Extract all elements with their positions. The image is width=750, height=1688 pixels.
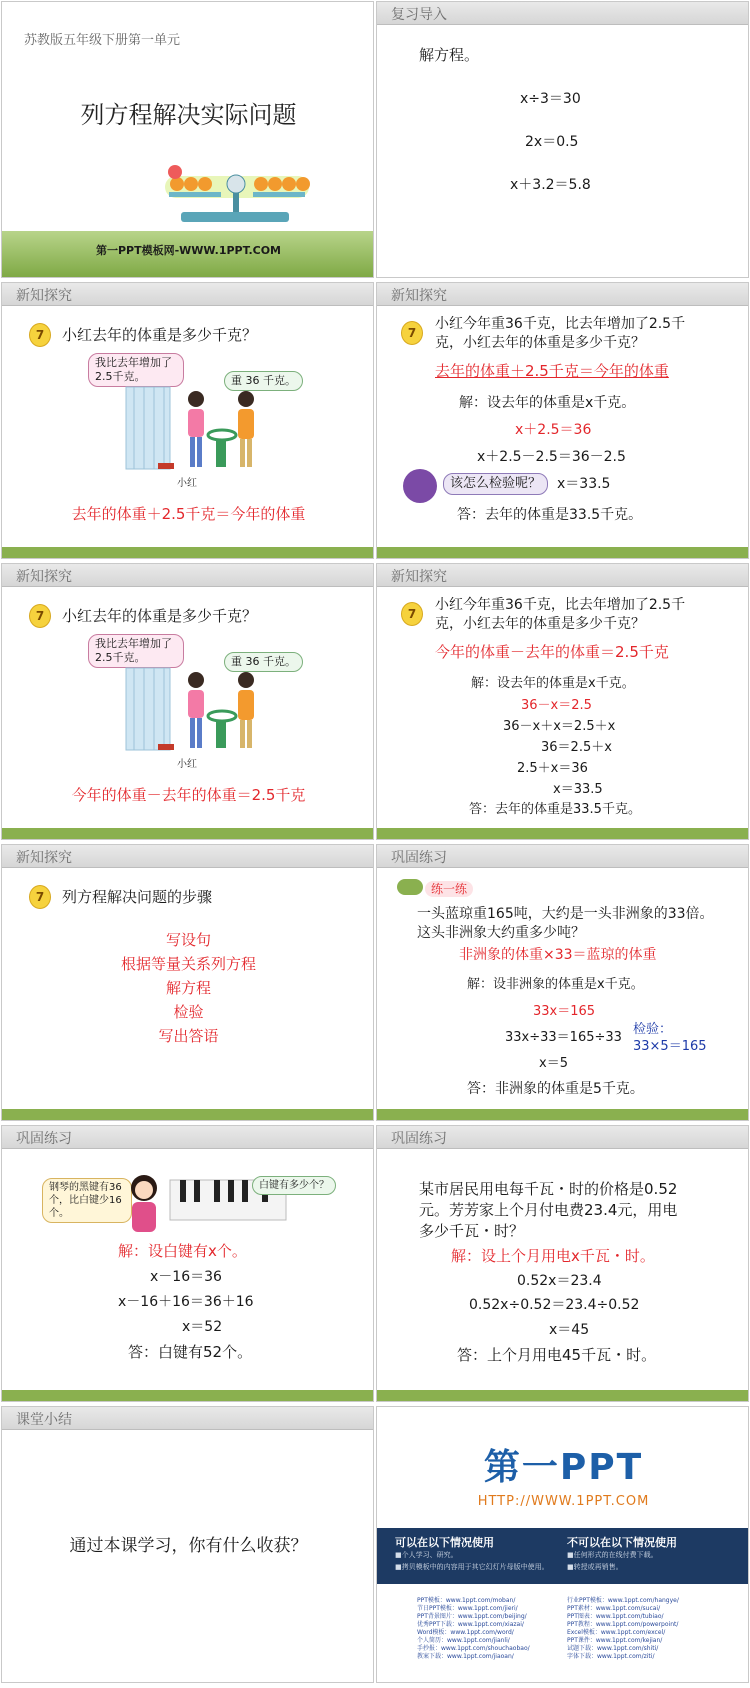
step-1: 写设句 [165,931,211,949]
link-item[interactable]: PPT教程：www.1ppt.com/powerpoint/ [567,1621,679,1628]
slide-footer [377,1109,748,1120]
link-item[interactable]: PPT素材：www.1ppt.com/sucai/ [567,1605,661,1612]
solution-value: x＝52 [182,1319,223,1335]
solution-value: x＝45 [549,1322,590,1338]
slide-steps[interactable] [1,844,374,1121]
answer-text: 答：去年的体重是33.5千克。 [469,802,641,817]
practice-tag: 练一练 [425,881,473,897]
answer-text: 答：上个月用电45千瓦・时。 [457,1346,657,1364]
header-label: 新知探究 [16,288,72,304]
equation: 33x＝165 [533,1004,596,1019]
link-item[interactable]: PPT模板：www.1ppt.com/moban/ [417,1597,516,1604]
cannot-use-title: 不可以在以下情况使用 [567,1536,677,1549]
brand-url[interactable]: HTTP://WWW.1PPT.COM [477,1494,650,1509]
chick-number-icon: 7 [29,323,51,347]
header-label: 新知探究 [391,288,447,304]
equation: x－16＝36 [150,1269,222,1285]
question-line-1: 小红今年重36千克，比去年增加了2.5千 [435,316,686,332]
lesson-title: 列方程解决实际问题 [80,101,297,129]
slide-footer [2,1390,373,1401]
solve-step-3: 2.5＋x＝36 [517,761,588,776]
slide-title[interactable] [1,1,374,278]
solve-step: 33x÷33＝165÷33 [505,1030,622,1045]
header-label: 新知探究 [16,569,72,585]
piano-fact-bubble: 钢琴的黑键有36个，比白键少16个。 [42,1178,132,1223]
slide-review[interactable] [376,1,749,278]
relation-text: 今年的体重－去年的体重＝2.5千克 [435,643,669,661]
question-bubble: 白键有多少个？ [252,1176,336,1195]
slide-header [2,1126,373,1149]
slide-footer [2,547,373,558]
link-item[interactable]: 优秀PPT下载：www.1ppt.com/xiazai/ [417,1621,524,1628]
license-band [377,1528,749,1584]
slide-explore-3[interactable] [1,563,374,840]
link-item[interactable]: PPT课件：www.1ppt.com/kejian/ [567,1637,663,1644]
check-label: 检验： [633,1022,673,1037]
solve-setup: 解：设白键有x个。 [118,1242,247,1260]
slide-explore-1[interactable] [1,282,374,559]
question-line-2: 克，小红去年的体重是多少千克？ [435,335,645,351]
can-use-item-2: ■拷贝模板中的内容用于其它幻灯片母版中使用。 [395,1563,549,1571]
girl-caption: 小红 [177,478,197,489]
link-item[interactable]: 个人简历：www.1ppt.com/jianli/ [417,1637,510,1644]
weighing-illustration [120,664,280,754]
chick-number-icon: 7 [29,885,51,909]
link-item[interactable]: Excel模板：www.1ppt.com/excel/ [567,1629,666,1636]
check-equation: 33×5＝165 [633,1039,707,1054]
bicycle-icon [397,879,423,895]
step-2: 根据等量关系列方程 [120,955,256,973]
answer-text: 答：去年的体重是33.5千克。 [457,507,643,523]
link-item[interactable]: 行业PPT模板：www.1ppt.com/hangye/ [567,1597,679,1604]
steps-title: 列方程解决问题的步骤 [62,888,213,906]
slide-summary[interactable] [1,1406,374,1683]
link-item[interactable]: PPT图表：www.1ppt.com/tubiao/ [567,1613,664,1620]
site-label: 第一PPT模板网-WWW.1PPT.COM [95,244,282,257]
relation-text: 今年的体重－去年的体重＝2.5千克 [71,786,306,804]
weighing-illustration [120,383,280,473]
balance-scale-illustration [157,162,317,234]
solution-value: x＝5 [539,1056,568,1071]
question-line-3: 多少千瓦・时？ [419,1222,525,1240]
girl-caption: 小红 [177,759,197,770]
header-label: 新知探究 [391,569,447,585]
solution-value: x＝33.5 [557,476,611,492]
slide-header [2,283,373,306]
girl-speech-bubble: 我比去年增加了2.5千克。 [88,353,184,387]
solve-setup: 解：设去年的体重是x千克。 [459,395,636,411]
slide-ending[interactable] [376,1406,749,1683]
check-question-bubble: 该怎么检验呢？ [443,473,548,495]
header-label: 新知探究 [16,850,72,866]
solve-step-1: 36－x＋x＝2.5＋x [503,719,616,734]
header-label: 课堂小结 [16,1412,72,1428]
link-item[interactable]: PPT背景图片：www.1ppt.com/beijing/ [417,1613,527,1620]
chick-number-icon: 7 [401,321,423,345]
solve-setup: 解：设非洲象的体重是x千克。 [467,977,644,992]
equation-1: x÷3＝30 [520,91,581,107]
equation-2: 2x＝0.5 [525,134,579,150]
summary-question: 通过本课学习，你有什么收获？ [69,1536,308,1556]
question-line-2: 克，小红去年的体重是多少千克？ [435,616,645,632]
question-line-1: 某市居民用电每千瓦・时的价格是0.52 [419,1180,678,1198]
boy-speech-bubble: 重 36 千克。 [224,652,303,672]
slide-header [2,564,373,587]
equation: 0.52x＝23.4 [517,1273,602,1289]
step-5: 写出答语 [158,1027,219,1045]
slide-practice-1[interactable] [376,844,749,1121]
eggplant-character-icon [403,469,437,503]
solve-setup: 解：设去年的体重是x千克。 [471,676,635,691]
link-list-right [567,1597,717,1661]
slide-header [377,1126,748,1149]
question-text: 小红去年的体重是多少千克？ [62,326,258,344]
cannot-use-item-2: ■转授或再销售。 [567,1563,623,1571]
solve-step: x＋2.5－2.5＝36－2.5 [477,449,626,465]
link-list-left [417,1597,567,1661]
answer-text: 答：白键有52个。 [128,1343,253,1361]
review-prompt: 解方程。 [419,46,480,64]
solution-value: x＝33.5 [553,782,603,797]
can-use-item-1: ■个人学习、研究。 [395,1551,458,1559]
slide-header [2,1407,373,1430]
question-line-1: 小红今年重36千克，比去年增加了2.5千 [435,597,686,613]
step-3: 解方程 [165,979,211,997]
slide-header [377,2,748,25]
boy-speech-bubble: 重 36 千克。 [224,371,303,391]
step-4: 检验 [173,1003,204,1021]
question-line-2: 这头非洲象大约重多少吨？ [417,925,585,941]
solve-setup: 解：设上个月用电x千瓦・时。 [451,1247,655,1265]
can-use-title: 可以在以下情况使用 [395,1536,494,1549]
link-item[interactable]: 试题下载：www.1ppt.com/shiti/ [567,1645,659,1652]
relation-text: 去年的体重＋2.5千克＝今年的体重 [71,505,306,523]
header-label: 复习导入 [391,7,447,23]
slide-footer [377,1390,748,1401]
equation-3: x＋3.2＝5.8 [510,177,591,193]
slide-footer [2,1109,373,1120]
equation: x＋2.5＝36 [515,422,592,438]
slide-practice-3[interactable] [376,1125,749,1402]
cannot-use-item-1: ■任何形式的在线付费下载。 [567,1551,658,1559]
header-label: 巩固练习 [391,850,447,866]
solve-step: 0.52x÷0.52＝23.4÷0.52 [469,1297,640,1313]
header-label: 巩固练习 [16,1131,72,1147]
equation: 36－x＝2.5 [521,698,592,713]
question-line-2: 元。芳芳家上个月付电费23.4元，用电 [419,1201,678,1219]
chick-number-icon: 7 [29,604,51,628]
link-item[interactable]: 字体下载：www.1ppt.com/ziti/ [567,1653,655,1660]
slide-explore-4[interactable] [376,563,749,840]
answer-text: 答：非洲象的体重是5千克。 [467,1081,644,1097]
series-label: 苏教版五年级下册第一单元 [24,33,181,48]
girl-speech-bubble: 我比去年增加了2.5千克。 [88,634,184,668]
header-label: 巩固练习 [391,1131,447,1147]
slide-header [377,283,748,306]
link-item[interactable]: Word模板：www.1ppt.com/word/ [417,1629,514,1636]
slide-practice-2[interactable] [1,1125,374,1402]
slide-header [377,845,748,868]
slide-footer [377,828,748,839]
relation-text: 非洲象的体重×33＝蓝琼的体重 [459,947,657,963]
question-line-1: 一头蓝琼重165吨，大约是一头非洲象的33倍。 [417,906,714,922]
slide-footer [2,828,373,839]
brand-logo: 第一PPT [483,1447,644,1488]
link-item[interactable]: 手抄报：www.1ppt.com/shouchaobao/ [417,1645,530,1652]
question-text: 小红去年的体重是多少千克？ [62,607,258,625]
chick-number-icon: 7 [401,602,423,626]
relation-text [435,362,669,380]
slide-header [377,564,748,587]
solve-step: x－16＋16＝36＋16 [118,1294,254,1310]
link-item[interactable]: 节日PPT模板：www.1ppt.com/jieri/ [417,1605,518,1612]
slide-header [2,845,373,868]
slide-footer [377,547,748,558]
solve-step-2: 36＝2.5＋x [541,740,612,755]
slide-explore-2[interactable] [376,282,749,559]
link-item[interactable]: 教案下载：www.1ppt.com/jiaoan/ [417,1653,514,1660]
relation-underlined: 去年的体重＋2.5千克＝今年的体重 [435,362,669,380]
